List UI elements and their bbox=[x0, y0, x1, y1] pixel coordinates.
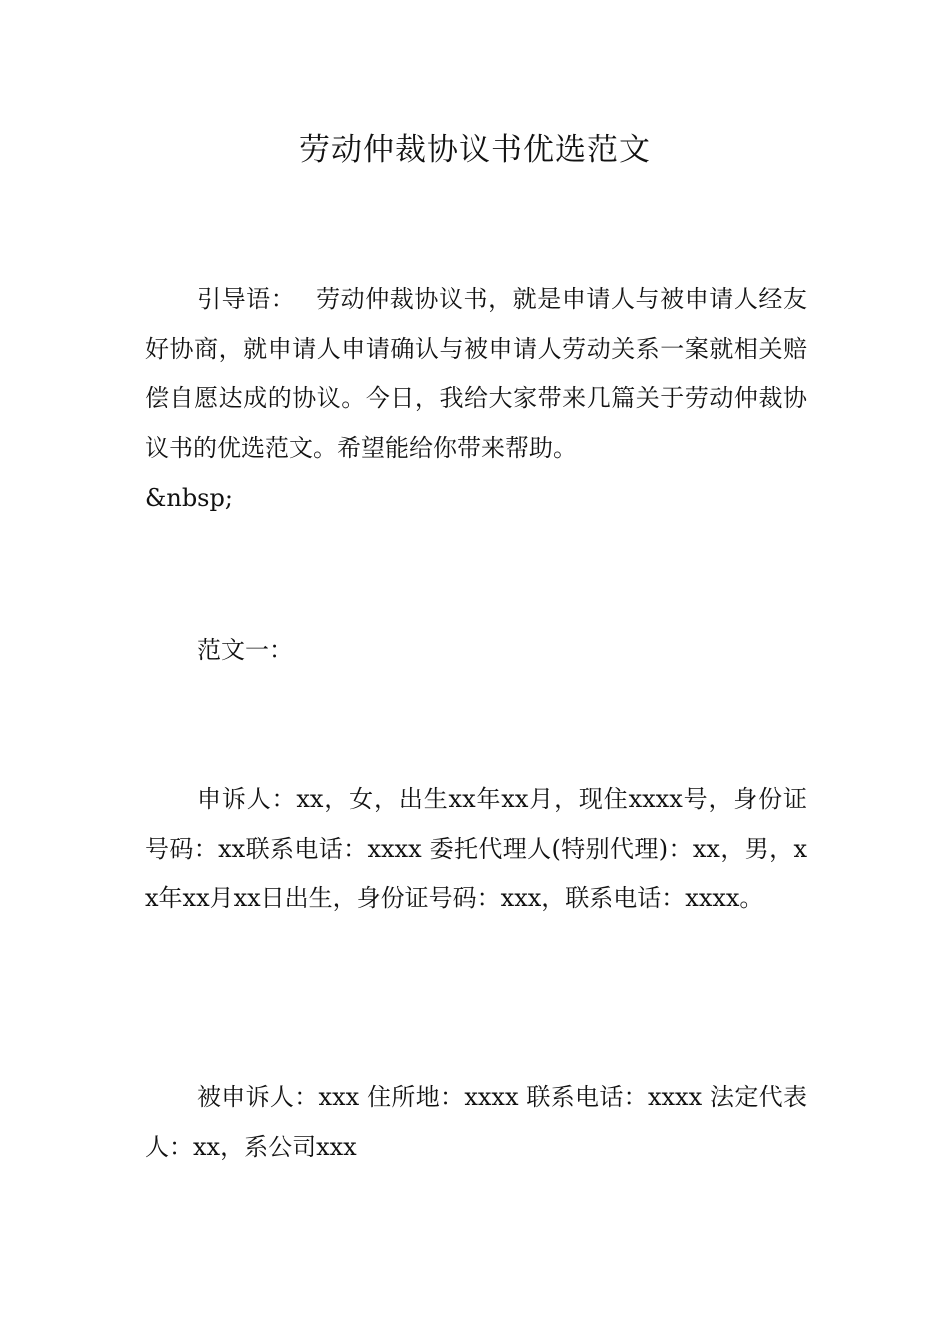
intro-paragraph: 引导语： 劳动仲裁协议书，就是申请人与被申请人经友好协商，就申请人申请确认与被申请人劳动关系一案就相关赔偿自愿达成的协议。今日，我给大家带来几篇关于劳动仲裁协议书的优选范文。希望能给你带来帮助。 bbox=[145, 285, 807, 462]
nbsp-artifact-line: &nbsp; bbox=[145, 484, 233, 512]
document-title: 劳动仲裁协议书优选范文 bbox=[299, 132, 651, 168]
respondent-paragraph: 被申诉人：xxx 住所地：xxxx 联系电话：xxxx 法定代表人：xx，系公司xxx bbox=[145, 1083, 807, 1161]
complainant-paragraph: 申诉人：xx，女，出生xx年xx月，现住xxxx号，身份证号码：xx联系电话：xxxx 委托代理人(特别代理)：xx，男，xx年xx月xx日出生，身份证号码：xxx，联系电话：xxxx。 bbox=[145, 785, 807, 912]
sample-one-heading: 范文一： bbox=[197, 636, 293, 664]
